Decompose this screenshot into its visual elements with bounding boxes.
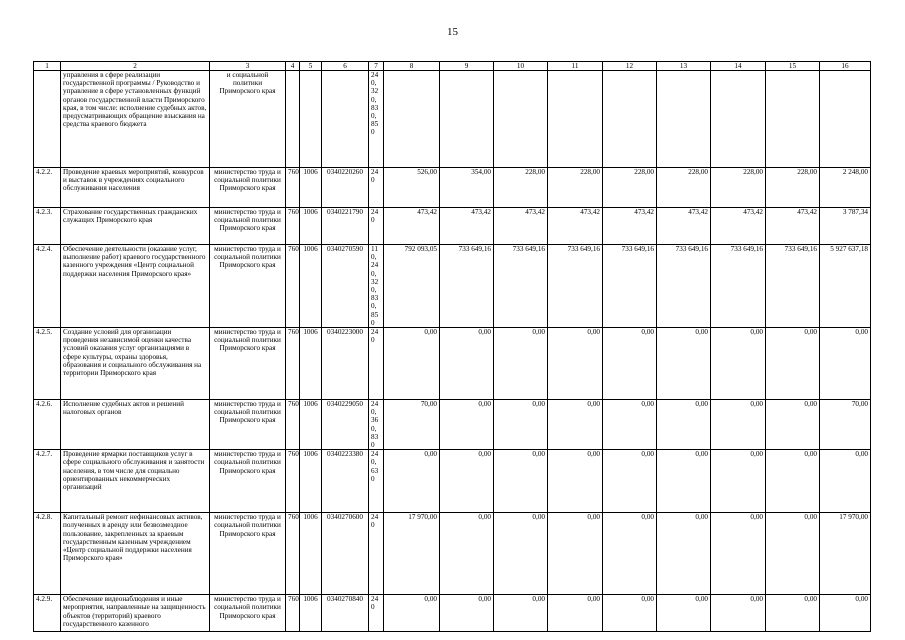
total-amount-cell: 2 248,00 [820, 168, 871, 208]
row-number-cell [34, 71, 61, 168]
header-cell: 2 [61, 62, 210, 71]
header-cell: 7 [369, 62, 384, 71]
target-article-cell: 0340270840 [322, 595, 369, 632]
header-cell: 16 [820, 62, 871, 71]
year-amount-cell: 0,00 [440, 450, 494, 513]
year-amount-cell: 0,00 [440, 328, 494, 400]
year-amount-cell: 0,00 [603, 400, 657, 450]
row-number-cell: 4.2.6. [34, 400, 61, 450]
year-amount-cell: 0,00 [657, 595, 711, 632]
year-amount-cell: 473,42 [657, 208, 711, 245]
year-amount-cell: 0,00 [711, 595, 766, 632]
year-amount-cell: 473,42 [603, 208, 657, 245]
year-amount-cell: 0,00 [548, 595, 603, 632]
grbs-code-cell: 760 [286, 168, 300, 208]
year-amount-cell: 0,00 [440, 400, 494, 450]
grbs-code-cell: 760 [286, 595, 300, 632]
year-amount-cell: 354,00 [440, 168, 494, 208]
year-amount-cell: 733 649,16 [494, 245, 548, 328]
event-name-cell: Обеспечение деятельности (оказание услуг, выполнение работ) краевого государственного казенного учреждения «Центр социальной поддержки населения Приморского края» [61, 245, 210, 328]
executor-cell: министерство труда и социальной политики Приморского края [210, 400, 286, 450]
year-amount-cell: 473,42 [440, 208, 494, 245]
expense-type-cell: 240 [369, 328, 384, 400]
grbs-code-cell: 760 [286, 513, 300, 595]
year-amount-cell: 473,42 [548, 208, 603, 245]
executor-cell: министерство труда и социальной политики Приморского края [210, 595, 286, 632]
event-name-cell: Проведение ярмарки поставщиков услуг в сфере социального обслуживания и занятости населения, в том числе для социально ориентированных некоммерческих организаций [61, 450, 210, 513]
executor-cell: министерство труда и социальной политики Приморского края [210, 513, 286, 595]
year-amount-cell: 0,00 [711, 328, 766, 400]
header-cell: 15 [766, 62, 820, 71]
table-row [34, 595, 871, 632]
executor-cell: министерство труда и социальной политики Приморского края [210, 328, 286, 400]
total-amount-cell [820, 71, 871, 168]
year-amount-cell: 0,00 [766, 595, 820, 632]
section-code-cell [300, 71, 322, 168]
year-amount-cell: 228,00 [657, 168, 711, 208]
year-amount-cell: 0,00 [494, 450, 548, 513]
year-amount-cell [657, 71, 711, 168]
year-amount-cell: 0,00 [494, 595, 548, 632]
section-code-cell: 1006 [300, 595, 322, 632]
year-amount-cell: 228,00 [494, 168, 548, 208]
table-row [34, 328, 871, 400]
section-code-cell: 1006 [300, 168, 322, 208]
column-number-row [34, 62, 871, 71]
grbs-code-cell: 760 [286, 245, 300, 328]
year-amount-cell: 0,00 [766, 328, 820, 400]
row-number-cell: 4.2.5. [34, 328, 61, 400]
grbs-code-cell [286, 71, 300, 168]
row-number-cell: 4.2.2. [34, 168, 61, 208]
expense-type-cell: 240 [369, 595, 384, 632]
year-amount-cell: 0,00 [494, 328, 548, 400]
year-amount-cell [440, 71, 494, 168]
total-amount-cell: 5 927 637,18 [820, 245, 871, 328]
year-amount-cell: 0,00 [603, 595, 657, 632]
header-cell: 12 [603, 62, 657, 71]
year-amount-cell: 0,00 [603, 513, 657, 595]
row-number-cell: 4.2.9. [34, 595, 61, 632]
target-article-cell: 0340270590 [322, 245, 369, 328]
target-article-cell: 0340223000 [322, 328, 369, 400]
row-number-cell: 4.2.3. [34, 208, 61, 245]
header-cell: 13 [657, 62, 711, 71]
total-amount-cell: 70,00 [820, 400, 871, 450]
year-amount-cell: 733 649,16 [440, 245, 494, 328]
year-amount-cell: 0,00 [766, 400, 820, 450]
header-cell: 3 [210, 62, 286, 71]
year-amount-cell [384, 71, 440, 168]
year-amount-cell: 0,00 [494, 513, 548, 595]
budget-table [33, 61, 871, 632]
header-cell: 1 [34, 62, 61, 71]
year-amount-cell: 0,00 [494, 400, 548, 450]
year-amount-cell: 228,00 [766, 168, 820, 208]
expense-type-cell: 240, 360, 830 [369, 400, 384, 450]
expense-type-cell: 240 [369, 208, 384, 245]
year-amount-cell: 526,00 [384, 168, 440, 208]
target-article-cell: 0340270600 [322, 513, 369, 595]
year-amount-cell: 0,00 [766, 513, 820, 595]
expense-type-cell: 240, 630 [369, 450, 384, 513]
year-amount-cell: 0,00 [657, 450, 711, 513]
year-amount-cell: 0,00 [384, 328, 440, 400]
section-code-cell: 1006 [300, 400, 322, 450]
year-amount-cell: 473,42 [766, 208, 820, 245]
year-amount-cell: 473,42 [711, 208, 766, 245]
target-article-cell: 0340229050 [322, 400, 369, 450]
executor-cell: министерство труда и социальной политики Приморского края [210, 168, 286, 208]
year-amount-cell: 473,42 [384, 208, 440, 245]
expense-type-cell: 240 [369, 168, 384, 208]
year-amount-cell: 0,00 [711, 513, 766, 595]
year-amount-cell: 228,00 [603, 168, 657, 208]
event-name-cell: Проведение краевых мероприятий, конкурсов и выставок в учреждениях социального обслуживания населения [61, 168, 210, 208]
event-name-cell: Создание условий для организации проведения независимой оценки качества условий оказания услуг организациями в сфере культуры, охраны здоровья, образования и социального обслуживания на территории Приморского края [61, 328, 210, 400]
row-number-cell: 4.2.4. [34, 245, 61, 328]
year-amount-cell: 0,00 [711, 400, 766, 450]
grbs-code-cell: 760 [286, 450, 300, 513]
expense-type-cell: 240 [369, 513, 384, 595]
grbs-code-cell: 760 [286, 328, 300, 400]
page-number: 15 [447, 26, 458, 38]
executor-cell: министерство труда и социальной политики Приморского края [210, 245, 286, 328]
executor-cell: и социальной политики Приморского края [210, 71, 286, 168]
executor-cell: министерство труда и социальной политики Приморского края [210, 450, 286, 513]
table-row [34, 513, 871, 595]
executor-cell: министерство труда и социальной политики Приморского края [210, 208, 286, 245]
total-amount-cell: 0,00 [820, 328, 871, 400]
target-article-cell: 0340221790 [322, 208, 369, 245]
table-row [34, 168, 871, 208]
year-amount-cell [603, 71, 657, 168]
section-code-cell: 1006 [300, 208, 322, 245]
grbs-code-cell: 760 [286, 400, 300, 450]
year-amount-cell: 0,00 [548, 513, 603, 595]
target-article-cell: 0340220260 [322, 168, 369, 208]
year-amount-cell: 0,00 [548, 450, 603, 513]
header-cell: 4 [286, 62, 300, 71]
total-amount-cell: 17 970,00 [820, 513, 871, 595]
year-amount-cell: 228,00 [711, 168, 766, 208]
year-amount-cell: 792 093,05 [384, 245, 440, 328]
year-amount-cell: 0,00 [766, 450, 820, 513]
year-amount-cell: 733 649,16 [603, 245, 657, 328]
year-amount-cell [766, 71, 820, 168]
table-row [34, 71, 871, 168]
section-code-cell: 1006 [300, 513, 322, 595]
header-cell: 10 [494, 62, 548, 71]
year-amount-cell [548, 71, 603, 168]
year-amount-cell: 733 649,16 [548, 245, 603, 328]
row-number-cell: 4.2.8. [34, 513, 61, 595]
table-row [34, 245, 871, 328]
year-amount-cell: 733 649,16 [711, 245, 766, 328]
section-code-cell: 1006 [300, 450, 322, 513]
event-name-cell: Страхование государственных гражданских служащих Приморского края [61, 208, 210, 245]
section-code-cell: 1006 [300, 245, 322, 328]
total-amount-cell: 0,00 [820, 595, 871, 632]
year-amount-cell [494, 71, 548, 168]
grbs-code-cell: 760 [286, 208, 300, 245]
row-number-cell: 4.2.7. [34, 450, 61, 513]
header-cell: 9 [440, 62, 494, 71]
year-amount-cell: 0,00 [440, 595, 494, 632]
event-name-cell: Исполнение судебных актов и решений налоговых органов [61, 400, 210, 450]
header-cell: 5 [300, 62, 322, 71]
header-cell: 8 [384, 62, 440, 71]
year-amount-cell: 0,00 [548, 400, 603, 450]
table-row [34, 208, 871, 245]
year-amount-cell: 0,00 [657, 400, 711, 450]
event-name-cell: управления в сфере реализации государственной программы / Руководство и управление в сфере установленных функций органов государственной власти Приморского края, в том числе: исполнение судебных актов, предусматривающих обращение взыскания на средства краевого бюджета [61, 71, 210, 168]
year-amount-cell: 473,42 [494, 208, 548, 245]
year-amount-cell: 733 649,16 [766, 245, 820, 328]
year-amount-cell: 0,00 [657, 513, 711, 595]
year-amount-cell: 0,00 [603, 450, 657, 513]
year-amount-cell: 228,00 [548, 168, 603, 208]
total-amount-cell: 3 787,34 [820, 208, 871, 245]
year-amount-cell: 0,00 [548, 328, 603, 400]
event-name-cell: Обеспечение видеонаблюдения и иные мероприятия, направленные на защищенность объектов (территорий) краевого государственного казенного [61, 595, 210, 632]
header-cell: 11 [548, 62, 603, 71]
year-amount-cell: 0,00 [657, 328, 711, 400]
year-amount-cell: 17 970,00 [384, 513, 440, 595]
header-cell: 6 [322, 62, 369, 71]
year-amount-cell: 0,00 [384, 450, 440, 513]
year-amount-cell: 0,00 [711, 450, 766, 513]
expense-type-cell: 110, 240, 320, 830, 850 [369, 245, 384, 328]
year-amount-cell: 0,00 [440, 513, 494, 595]
section-code-cell: 1006 [300, 328, 322, 400]
table-row [34, 450, 871, 513]
table-row [34, 400, 871, 450]
event-name-cell: Капитальный ремонт нефинансовых активов, полученных в аренду или безвозмездное пользование, закрепленных за краевым государственным казенным учреждением «Центр социальной поддержки населения Приморского края» [61, 513, 210, 595]
expense-type-cell: 240, 320, 830, 850 [369, 71, 384, 168]
target-article-cell [322, 71, 369, 168]
header-cell: 14 [711, 62, 766, 71]
year-amount-cell: 733 649,16 [657, 245, 711, 328]
total-amount-cell: 0,00 [820, 450, 871, 513]
year-amount-cell [711, 71, 766, 168]
year-amount-cell: 0,00 [603, 328, 657, 400]
year-amount-cell: 0,00 [384, 595, 440, 632]
year-amount-cell: 70,00 [384, 400, 440, 450]
target-article-cell: 0340223380 [322, 450, 369, 513]
